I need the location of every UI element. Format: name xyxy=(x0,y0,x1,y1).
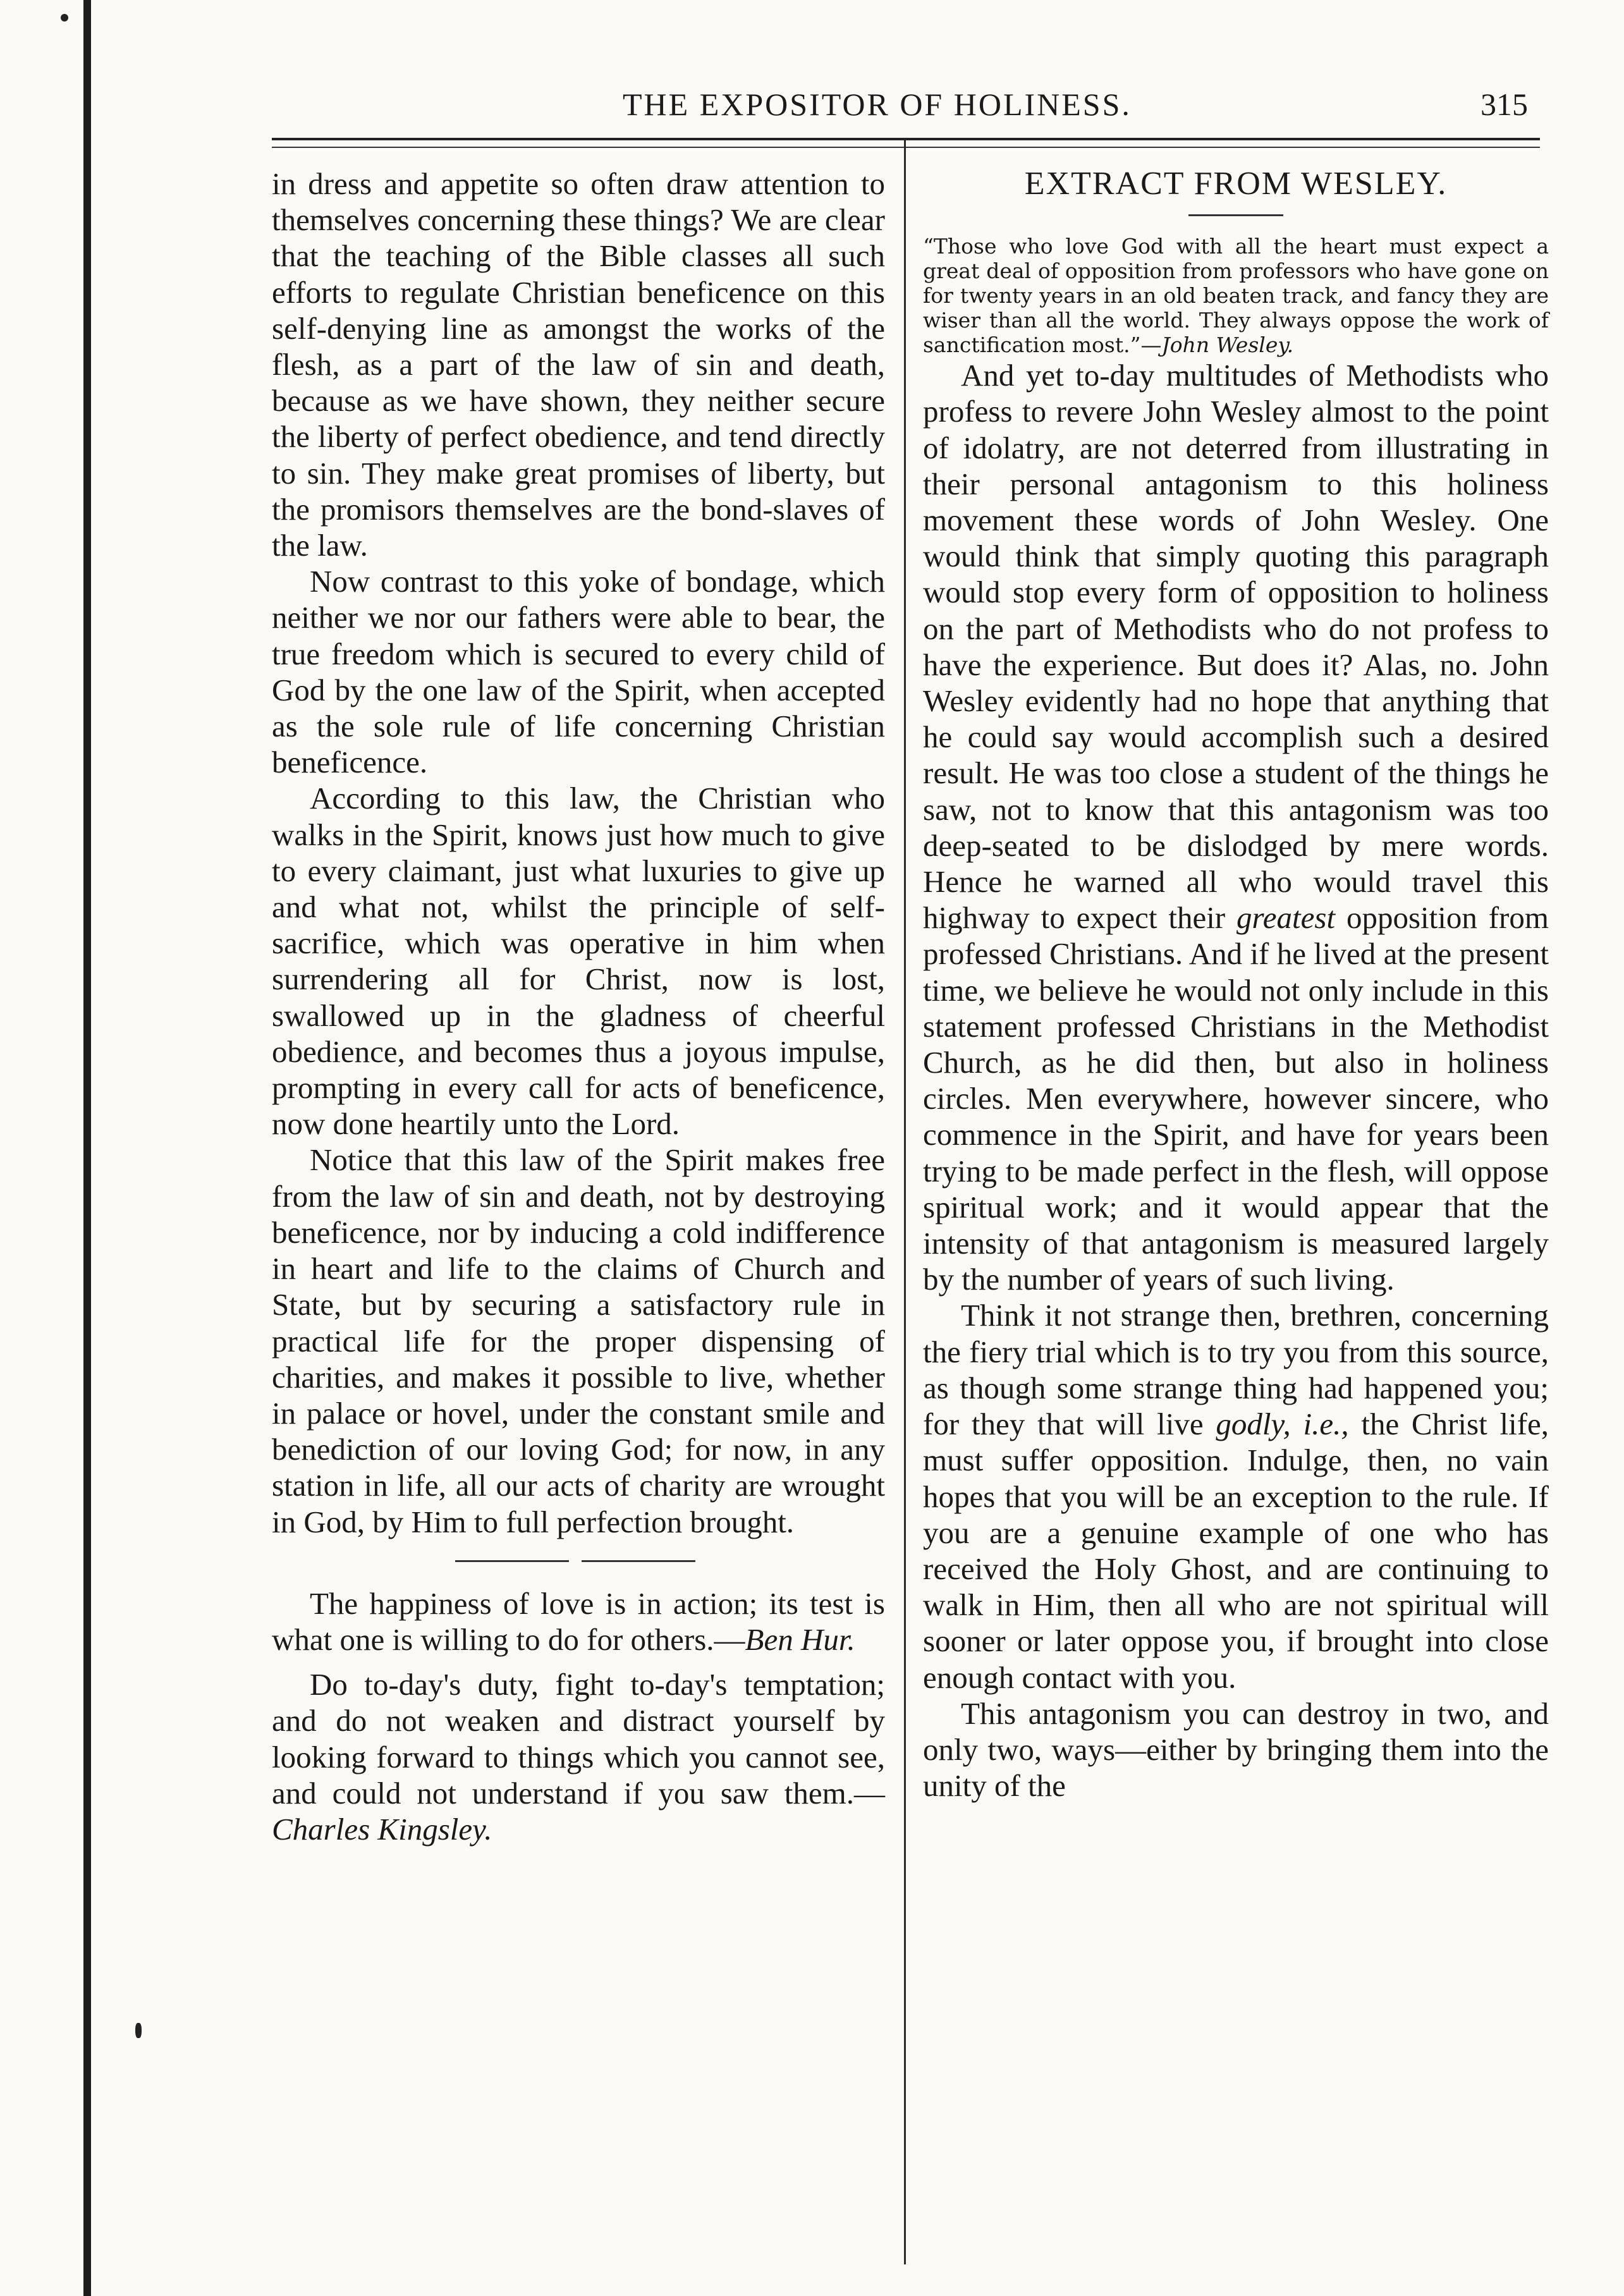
quote-ben-hur xyxy=(272,1585,885,1658)
paragraph: This antagonism you can destroy in two, and only two, ways—either by bringing them into the unity of the xyxy=(923,1695,1549,1804)
binding-edge xyxy=(83,0,91,2296)
right-column xyxy=(923,166,1549,1804)
column-divider xyxy=(904,140,906,2264)
paragraph: in dress and appetite so often draw attention to themselves concerning these things? We are clear that the teaching of the Bible classes all such efforts to regulate Christian beneficence on this self-denying line as amongst the works of the flesh, as a part of the law of sin and death, because as we have shown, they neither secure the liberty of perfect obedience, and tend directly to sin. They make great promises of liberty, but the promisors themselves are the bond-slaves of the law. xyxy=(272,166,885,563)
paragraph xyxy=(923,1297,1549,1695)
paragraph-text: opposition from professed Christians. And if he lived at the present time, we believe he would not only include in this statement professed Christians in the Methodist Church, as he did then, but also in holiness circles. Men everywhere, however sincere, who commence in the Spirit, and have for years been trying to be made perfect in the flesh, will oppose spiritual work; and it would appear that the intensity of that antagonism is measured largely by the number of years of such living. xyxy=(923,900,1549,1297)
quote-text: The happiness of love is in action; its test is what one is willing to do for others.— xyxy=(272,1585,885,1657)
quote-kingsley xyxy=(272,1666,885,1847)
paragraph-text: And yet to-day multitudes of Methodists who profess to revere John Wesley almost to the point of idolatry, are not deterred from illustrating in their personal antagonism to this holiness movement these words of John Wesley. One would think that simply quoting this paragraph would stop every form of opposition to holiness on the part of Methodists who do not profess to have the experience. But does it? Alas, no. John Wesley evidently had no hope that anything that he could say would accomplish such a desired result. He was too close a student of the things he saw, not to know that this antagonism was too deep-seated to be dislodged by mere words. Hence he warned all who would travel this highway to expect their xyxy=(923,358,1549,936)
title-rule xyxy=(1188,214,1283,216)
epigraph-text: “Those who love God with all the heart must expect a great deal of opposition from professors who have gone on for twenty years in an old beaten track, and fancy they are wiser than all the world. They always oppose the work of sanctification most.”— xyxy=(923,234,1549,358)
margin-speck xyxy=(61,14,68,21)
quote-attribution: Ben Hur. xyxy=(745,1621,855,1657)
epigraph-attribution: John Wesley. xyxy=(1161,333,1294,358)
paragraph: Now contrast to this yoke of bondage, which neither we nor our fathers were able to bear, the true freedom which is secured to every child of God by the one law of the Spirit, when accepted as the sole rule of life concerning Christian beneficence. xyxy=(272,564,885,780)
header-rule xyxy=(272,138,1540,140)
emphasis: godly, i.e., xyxy=(1216,1407,1349,1442)
header-rule-thin xyxy=(272,147,1540,148)
paragraph-text: Think it not strange then, brethren, concerning the fiery trial which is to try you from this source, as though some strange thing had happened you; for they that will live xyxy=(923,1298,1549,1442)
section-separator xyxy=(272,1549,885,1574)
page-number: 315 xyxy=(1481,87,1528,122)
running-title: THE EXPOSITOR OF HOLINESS. xyxy=(623,87,1132,122)
section-title: EXTRACT FROM WESLEY. xyxy=(1024,166,1448,202)
quote-text: Do to-day's duty, fight to-day's temptation; and do not weaken and distract yourself by looking forward to things which you cannot see, and could not understand if you saw them.— xyxy=(272,1667,885,1811)
quote-attribution: Charles Kingsley. xyxy=(272,1811,492,1847)
margin-speck xyxy=(135,2023,142,2038)
paragraph: According to this law, the Christian who walks in the Spirit, knows just how much to give to every claimant, just what luxuries to give up and what not, whilst the principle of self-sacrifice, which was operative in him when surrendering all for Christ, now is lost, swallowed up in the gladness of cheerful obedience, and becomes thus a joyous impulse, prompting in every call for acts of beneficence, now done heartily unto the Lord. xyxy=(272,781,885,1142)
page-header xyxy=(272,75,1624,135)
left-column xyxy=(272,166,885,1847)
epigraph xyxy=(923,234,1549,357)
paragraph xyxy=(923,357,1549,1297)
paragraph-text: the Christ life, must suffer opposition. Indulge, then, no vain hopes that you will be an exception to the rule. If you are a genuine example of one who has received the Holy Ghost, and are continuing to walk in Him, then all who are not spiritual will sooner or later oppose you, if brought into close enough contact with you. xyxy=(923,1407,1549,1695)
emphasis: greatest xyxy=(1236,900,1336,936)
paragraph: Notice that this law of the Spirit makes free from the law of sin and death, not by destroying beneficence, nor by inducing a cold indifference in heart and life to the claims of Church and State, but by securing a satisfactory rule in practical life for the proper dispensing of charities, and makes it possible to live, whether in palace or hovel, under the constant smile and benediction of our loving God; for now, in any station in life, all our acts of charity are wrought in God, by Him to full perfection brought. xyxy=(272,1142,885,1539)
